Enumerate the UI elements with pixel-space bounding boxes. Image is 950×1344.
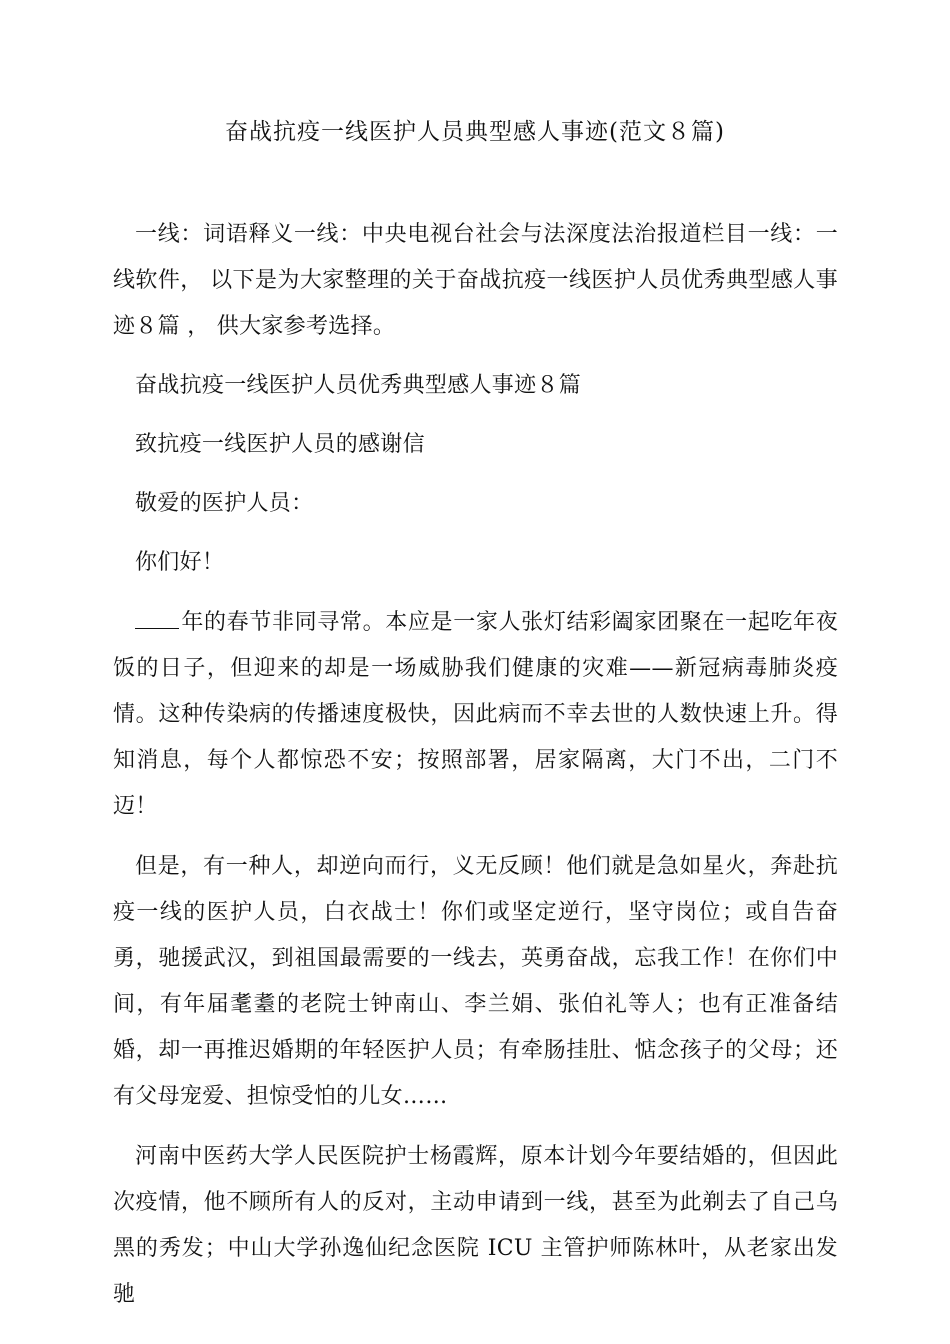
greeting: 你们好！ <box>135 550 225 575</box>
paragraph-spring-festival <box>113 600 838 830</box>
document-body <box>113 212 838 1318</box>
salutation: 敬爱的医护人员： <box>135 491 314 516</box>
year-blank <box>135 606 179 629</box>
letter-heading: 致抗疫一线医护人员的感谢信 <box>135 432 425 457</box>
paragraph-medical-staff: 但是，有一种人，却逆向而行，义无反顾！他们就是急如星火，奔赴抗疫一线的医护人员，白衣战士！你们或坚定逆行，坚守岗位；或自告奋勇，驰援武汉，到祖国最需要的一线去，英勇奋战，忘我工作！在你们中间，有年届耄耋的老院士钟南山、李兰娟、张伯礼等人；也有正准备结婚，却一再推迟婚期的年轻医护人员；有牵肠挂肚、惦念孩子的父母；还有父母宠爱、担惊受怕的儿女…… <box>113 854 838 1109</box>
paragraph-spring-festival-text: 年的春节非同寻常。本应是一家人张灯结彩阖家团聚在一起吃年夜饭的日子，但迎来的却是一场威胁我们健康的灾难——新冠病毒肺炎疫情。这种传染病的传播速度极快，因此病而不幸去世的人数快速上升。得知消息，每个人都惊恐不安；按照部署，居家隔离，大门不出，二门不迈！ <box>113 610 838 819</box>
paragraph-examples: 河南中医药大学人民医院护士杨霞辉，原本计划今年要结婚的，但因此次疫情，他不顾所有人的反对，主动申请到一线，甚至为此剃去了自己乌黑的秀发；中山大学孙逸仙纪念医院 ICU 主管护师陈林叶，从老家出发驰 <box>113 1144 838 1307</box>
document-title: 奋战抗疫一线医护人员典型感人事迹(范文８篇) <box>225 119 725 145</box>
subtitle-line: 奋战抗疫一线医护人员优秀典型感人事迹８篇 <box>135 373 582 398</box>
intro-paragraph: 一线：词语释义一线：中央电视台社会与法深度法治报道栏目一线：一线软件， 以下是为大家整理的关于奋战抗疫一线医护人员优秀典型感人事迹８篇 ， 供大家参考选择。 <box>113 222 838 339</box>
